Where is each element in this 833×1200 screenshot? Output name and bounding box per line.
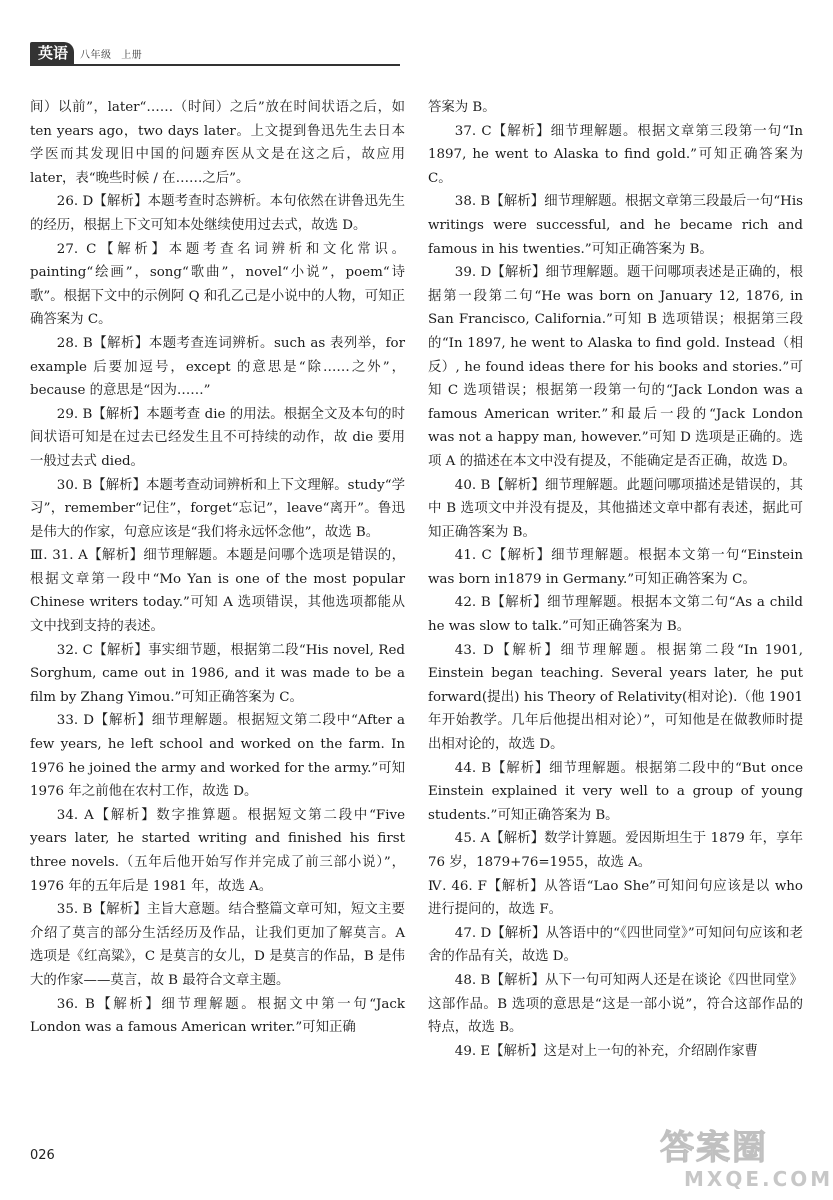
answer-paragraph: 48. B【解析】从下一句可知两人还是在谈论《四世同堂》这部作品。B 选项的意思是“这是一部小说”，符合这部作品的特点，故选 B。 [428, 972, 803, 1036]
answer-paragraph: 49. E【解析】这是对上一句的补充，介绍剧作家曹 [454, 1043, 758, 1059]
subject-label: 英语 [30, 42, 74, 64]
header-rule [30, 64, 400, 66]
grade-label: 八年级 [80, 50, 112, 61]
right-column [428, 96, 803, 1063]
watermark-url: MXQE.COM [684, 1167, 833, 1191]
answer-paragraph: 26. D【解析】本题考查时态辨析。本句依然在讲鲁迅先生的经历，根据上下文可知本处继续使用过去式，故选 D。 [30, 194, 405, 233]
answer-paragraph: 间）以前”，later“……（时间）之后”放在时间状语之后，如 ten years ago，two days later。上文提到鲁迅先生去日本学医而其发现旧中国的问题弃医从文是在这之后，故应用 later，表“晚些时候 / 在……之后”。 [30, 100, 405, 186]
answer-paragraph: 36. B【解析】细节理解题。根据文中第一句“Jack London was a famous American writer.”可知正确 [30, 996, 405, 1036]
watermark-logo-text: 答案圈 [660, 1128, 768, 1168]
answer-paragraph: 42. B【解析】细节理解题。根据本文第二句“As a child he was slow to talk.”可知正确答案为 B。 [428, 595, 803, 635]
term-label: 上册 [121, 50, 143, 61]
answer-paragraph: 答案为 B。 [428, 100, 496, 115]
page-number: 026 [30, 1148, 55, 1163]
answer-paragraph: 30. B【解析】本题考查动词辨析和上下文理解。study“学习”，remember“记住”，forget“忘记”，leave“离开”。鲁迅是伟大的作家，句意应该是“我们将永远怀念他”，故选 B。 [30, 477, 405, 540]
answer-paragraph: 40. B【解析】细节理解题。此题问哪项描述是错误的，其中 B 选项文中并没有提及，其他描述文章中都有表述，据此可知正确答案为 B。 [428, 477, 803, 540]
answer-paragraph: 41. C【解析】细节理解题。根据本文第一句“Einstein was born in1879 in Germany.”可知正确答案为 C。 [428, 548, 803, 587]
answer-paragraph: 28. B【解析】本题考查连词辨析。such as 表列举，for example 后要加逗号，except 的意思是“除……之外”，because 的意思是“因为……” [30, 335, 405, 399]
grade-term [80, 46, 148, 61]
answer-paragraph: 34. A【解析】数字推算题。根据短文第二段中“Five years later, he started writing and finished his first three novels.（五年后他开始写作并完成了前三部小说）”，1976 年的五年后是 1981 年，故选 A。 [30, 807, 405, 894]
answer-paragraph: 43. D【解析】细节理解题。根据第二段“In 1901, Einstein began teaching. Several years later, he put forward(提出) his Theory of Relativity(相对论).（他 1901 年开始教学。几年后他提出相对论）”，可知他是在做教师时提出相对论的，故选 D。 [428, 642, 803, 753]
answer-paragraph: 47. D【解析】从答语中的“《四世同堂》”可知问句应该和老舍的作品有关，故选 D。 [428, 925, 803, 965]
page-header [30, 42, 148, 64]
answer-paragraph: 45. A【解析】数学计算题。爱因斯坦生于 1879 年，享年 76 岁，1879+76=1955，故选 A。 [428, 831, 803, 870]
answer-paragraph: 35. B【解析】主旨大意题。结合整篇文章可知，短文主要介绍了莫言的部分生活经历及作品，让我们更加了解莫言。A 选项是《红高粱》，C 是莫言的女儿，D 是莫言的作品，B 是伟大的作家——莫言，故 B 最符合文章主题。 [30, 902, 405, 988]
answer-paragraph: 27. C【解析】本题考查名词辨析和文化常识。painting“绘画”，song“歌曲”，novel“小说”，poem“诗歌”。根据下文中的示例阿 Q 和孔乙己是小说中的人物，可知正确答案为 C。 [30, 241, 405, 328]
answer-paragraph: 29. B【解析】本题考查 die 的用法。根据全文及本句的时间状语可知是在过去已经发生且不可持续的动作，故 die 要用一般过去式 died。 [30, 406, 405, 469]
answer-paragraph: 37. C【解析】细节理解题。根据文章第三段第一句“In 1897, he went to Alaska to find gold.”可知正确答案为 C。 [428, 123, 803, 186]
answer-paragraph: Ⅲ. 31. A【解析】细节理解题。本题是问哪个选项是错误的，根据文章第一段中“Mo Yan is one of the most popular Chinese writers today.”可知 A 选项错误，其他选项都能从文中找到支持的表述。 [30, 548, 405, 635]
answer-paragraph: 33. D【解析】细节理解题。根据短文第二段中“After a few years, he left school and worked on the farm. In 1976 he joined the army and worked for the army.”可知 1976 年之前他在农村工作，故选 D。 [30, 713, 405, 800]
answer-paragraph: 39. D【解析】细节理解题。题干问哪项表述是正确的，根据第一段第二句“He was born on January 12, 1876, in San Francisco, California.”可知 B 选项错误；根据第三段的“In 1897, he went to Alaska to find gold. Instead（相反）, he found ideas there for his books and stories.”可知 C 选项错误；根据第一段第一句的“Jack London was a famous American writer.”和最后一段的“Jack London was not a happy man, however.”可知 D 选项是正确的。选项 A 的描述在本文中没有提及，不能确定是否正确，故选 D。 [428, 265, 803, 469]
left-column [30, 96, 405, 1040]
answer-paragraph: 38. B【解析】细节理解题。根据文章第三段最后一句“His writings were successful, and he became rich and famous in his twenties.”可知正确答案为 B。 [428, 194, 803, 257]
answer-paragraph: Ⅳ. 46. F【解析】从答语“Lao She”可知问句应该是以 who 进行提问的，故选 F。 [428, 878, 803, 918]
answer-paragraph: 44. B【解析】细节理解题。根据第二段中的“But once Einstein explained it very well to a group of young students.”可知正确答案为 B。 [428, 760, 803, 823]
site-watermark [660, 1128, 833, 1198]
answer-paragraph: 32. C【解析】事实细节题，根据第二段“His novel, Red Sorghum, came out in 1986, and it was made to be a film by Zhang Yimou.”可知正确答案为 C。 [30, 642, 405, 705]
